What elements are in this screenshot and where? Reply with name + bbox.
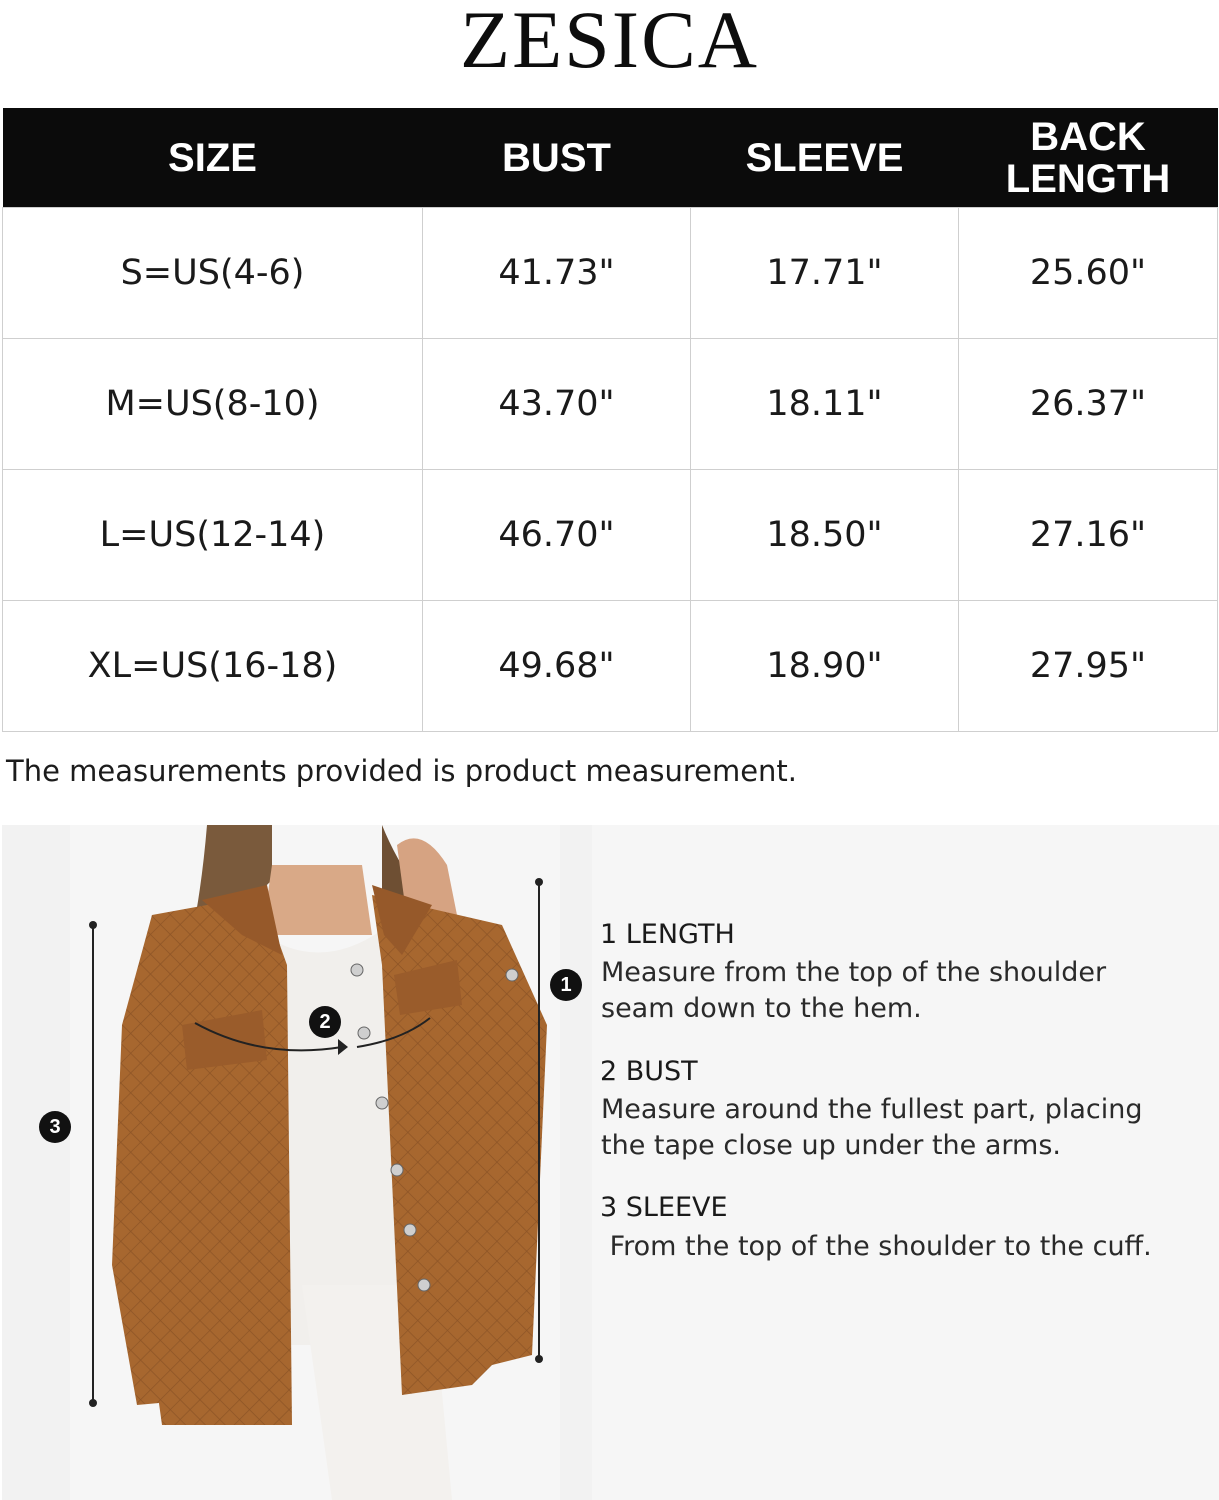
cell-bust: 49.68"	[423, 601, 691, 732]
table-header-row	[3, 108, 1218, 208]
cell-bust: 43.70"	[423, 339, 691, 470]
cell-size: M=US(8-10)	[3, 339, 423, 470]
cell-back-length: 27.16"	[959, 470, 1218, 601]
header-size: SIZE	[3, 108, 423, 208]
table-row	[3, 208, 1218, 339]
measurement-note: The measurements provided is product measurement.	[6, 754, 798, 788]
cell-sleeve: 18.11"	[691, 339, 959, 470]
guide-desc-bust: Measure around the fullest part, placing the tape close up under the arms.	[601, 1094, 1143, 1161]
marker-2-icon: 2	[309, 1006, 341, 1038]
jacket-illustration	[2, 825, 592, 1500]
cell-bust: 41.73"	[423, 208, 691, 339]
size-chart-table	[2, 108, 1218, 732]
marker-1-icon: 1	[550, 969, 582, 1001]
table-row	[3, 470, 1218, 601]
guide-title-bust: 2 BUST	[600, 1056, 698, 1087]
table-row	[3, 339, 1218, 470]
guide-desc-length: Measure from the top of the shoulder seam down to the hem.	[601, 957, 1107, 1024]
cell-sleeve: 18.50"	[691, 470, 959, 601]
marker-3-icon: 3	[39, 1111, 71, 1143]
cell-size: L=US(12-14)	[3, 470, 423, 601]
cell-back-length: 25.60"	[959, 208, 1218, 339]
table-row	[3, 601, 1218, 732]
header-back-length: BACK LENGTH	[959, 108, 1218, 208]
cell-back-length: 27.95"	[959, 601, 1218, 732]
cell-back-length: 26.37"	[959, 339, 1218, 470]
cell-size: S=US(4-6)	[3, 208, 423, 339]
guide-title-length: 1 LENGTH	[600, 919, 735, 950]
product-photo	[2, 825, 592, 1500]
guide-title-sleeve: 3 SLEEVE	[600, 1192, 728, 1223]
cell-sleeve: 18.90"	[691, 601, 959, 732]
guide-desc-sleeve: From the top of the shoulder to the cuff.	[601, 1231, 1152, 1262]
brand-logo: ZESICA	[460, 0, 759, 80]
header-bust: BUST	[423, 108, 691, 208]
cell-bust: 46.70"	[423, 470, 691, 601]
header-sleeve: SLEEVE	[691, 108, 959, 208]
cell-sleeve: 17.71"	[691, 208, 959, 339]
cell-size: XL=US(16-18)	[3, 601, 423, 732]
